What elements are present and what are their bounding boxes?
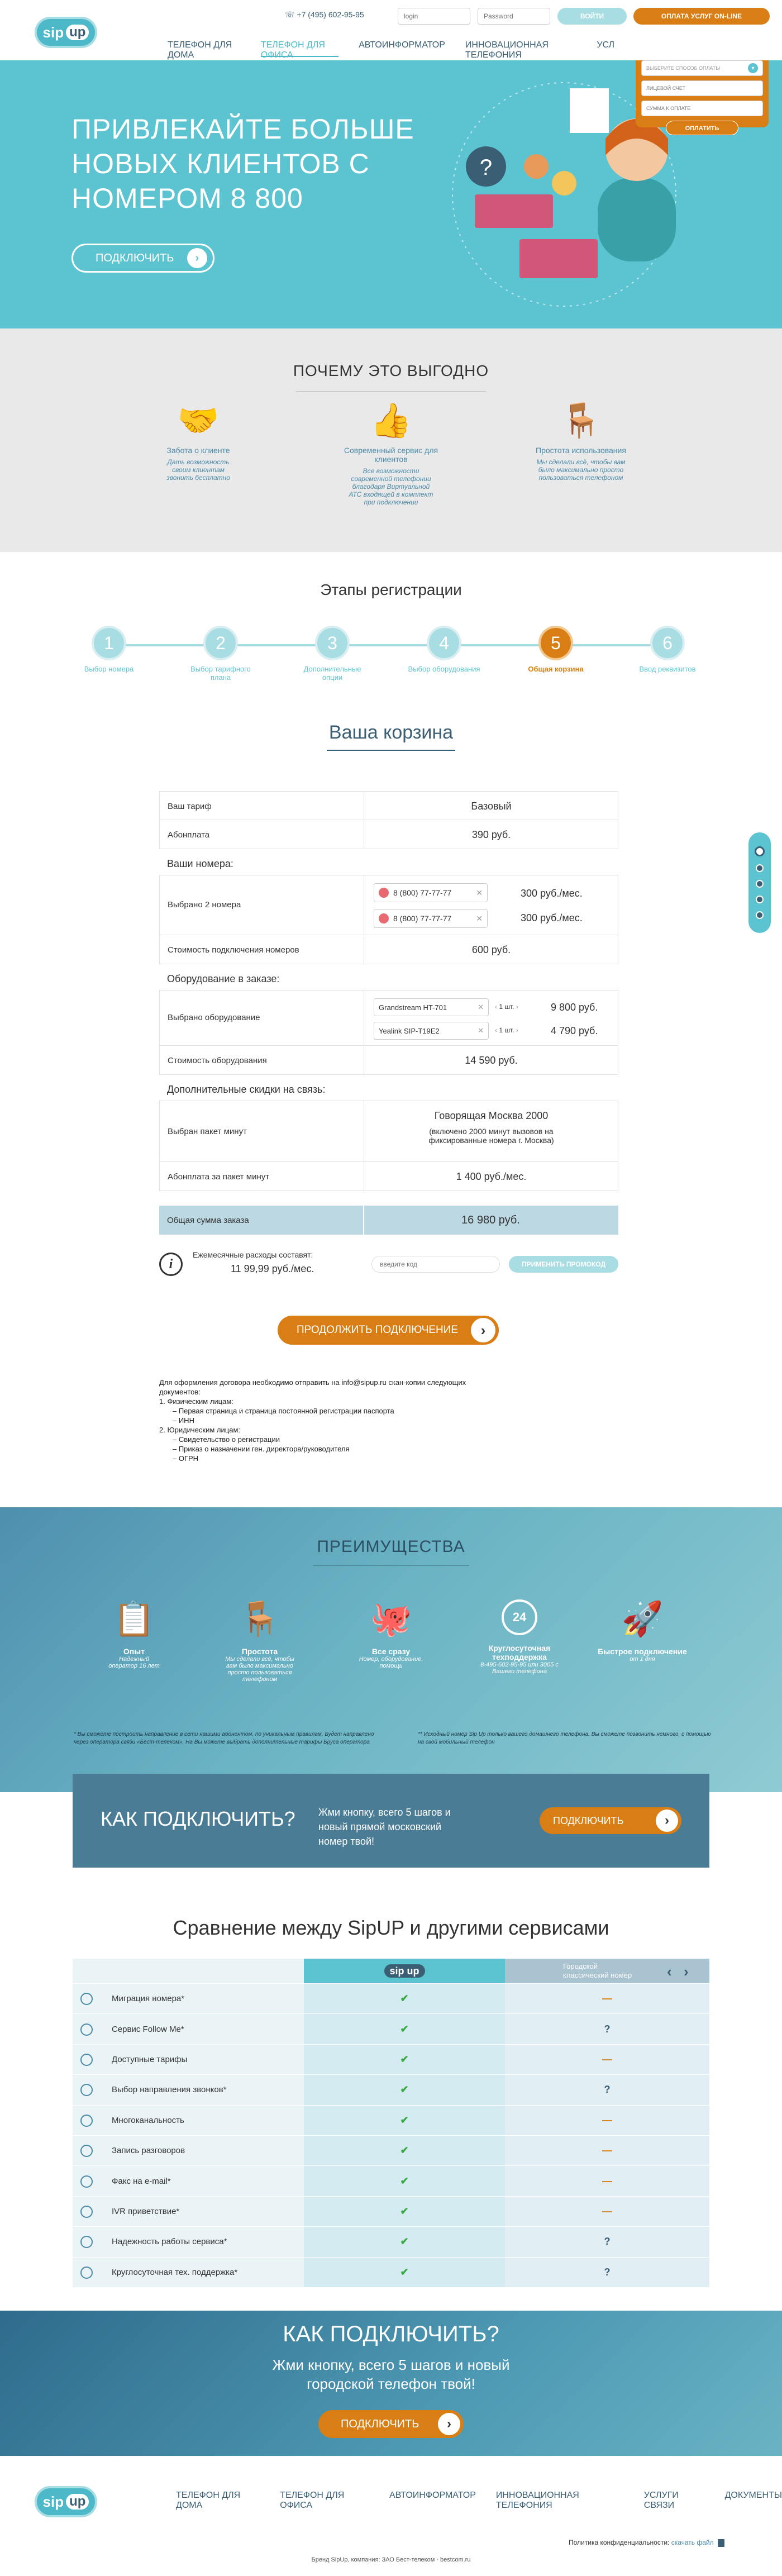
sipup-column-header: sip up (304, 1959, 505, 1983)
apply-promo-button[interactable]: ПРИМЕНИТЬ ПРОМОКОД (509, 1256, 618, 1273)
footer-nav-autoinformer[interactable]: АВТОИНФОРМАТОР (389, 2491, 476, 2500)
package-label: Выбран пакет минут (168, 1127, 247, 1136)
other-value: ? (604, 2023, 611, 2035)
scroll-dot[interactable] (755, 846, 765, 856)
arrow-right-icon: › (471, 1318, 495, 1342)
feature-label: Факс на e-mail* (112, 2176, 171, 2186)
why-section (0, 328, 782, 552)
flag-icon (379, 913, 389, 923)
monthly-label: Ежемесячные расходы составят: (193, 1250, 313, 1259)
chevron-down-icon: ▾ (748, 63, 758, 73)
step-1[interactable]: 1 Выбор номера (73, 626, 145, 673)
number-price: 300 руб./мес. (521, 912, 583, 923)
nav-item-office[interactable]: ТЕЛЕФОН ДЛЯ ОФИСА (261, 40, 338, 57)
compare-table (73, 1959, 709, 2287)
sipup-check: ✔ (400, 2084, 409, 2096)
qty-stepper[interactable]: ‹ 1 шт. › (495, 1026, 518, 1034)
advantages-note-right: ** Исходный номер Sip Up только вашего домашнего телефона. Вы сможете позвонить немного, с помощью на свой мобильный телефон (418, 1731, 711, 1745)
feature-label: Миграция номера* (112, 1994, 185, 2004)
total-label: Общая сумма заказа (167, 1216, 249, 1225)
tariff-value: Базовый (471, 801, 512, 812)
step-5-active[interactable]: 5 Общая корзина (519, 626, 592, 673)
numbers-header: Ваши номера: (167, 858, 233, 869)
total-row (159, 1206, 618, 1235)
why-title: ПОЧЕМУ ЭТО ВЫГОДНО (293, 362, 489, 379)
close-icon[interactable]: ✕ (476, 913, 483, 923)
advantages-section (0, 1507, 782, 1792)
sipup-check: ✔ (400, 2205, 409, 2217)
equipment-price: 4 790 руб. (551, 1025, 598, 1036)
compare-row (73, 2044, 709, 2074)
steps-title: Этапы регистрации (320, 581, 462, 598)
reliability-icon (80, 2236, 93, 2248)
cart-title: Ваша корзина (328, 722, 454, 743)
policy-download-link[interactable]: скачать файл (671, 2539, 714, 2546)
advantage-item: 🚀 Быстрое подключение от 1 дня (592, 1591, 693, 1663)
side-scroller (748, 832, 771, 933)
logo[interactable]: sip up (35, 17, 97, 48)
footer-nav-services[interactable]: УСЛУГИ СВЯЗИ (643, 2491, 679, 2510)
sipup-check: ✔ (400, 2236, 409, 2248)
compare-title: Сравнение между SipUP и другими сервисами (173, 1916, 609, 1939)
header (0, 0, 782, 60)
order-online-panel (636, 60, 769, 132)
compare-row (73, 2074, 709, 2104)
feature-label: Многоканальность (112, 2115, 184, 2125)
sipup-check: ✔ (400, 2266, 409, 2278)
step-6[interactable]: 6 Ввод реквизитов (631, 626, 704, 673)
migration-icon (80, 1993, 93, 2005)
monthly-value: 11 99,99 руб./мес. (231, 1263, 314, 1274)
flag-icon (379, 888, 389, 898)
sipup-check: ✔ (400, 2114, 409, 2126)
sipup-check: ✔ (400, 1993, 409, 2004)
other-value: — (602, 2053, 612, 2065)
arrow-right-icon: › (438, 2413, 460, 2435)
steps-bar (73, 626, 709, 682)
advantages-title: ПРЕИМУЩЕСТВА (317, 1537, 465, 1556)
equip-label: Выбрано оборудование (168, 1013, 260, 1022)
cta-title: КАК ПОДКЛЮЧИТЬ? (283, 2322, 499, 2346)
footer-nav (176, 2491, 782, 2511)
step-4[interactable]: 4 Выбор оборудования (408, 626, 480, 673)
support-icon (80, 2267, 93, 2279)
step-2[interactable]: 2 Выбор тарифного плана (184, 626, 257, 682)
hero-connect-button[interactable]: ПОДКЛЮЧИТЬ › (71, 244, 214, 273)
footer-nav-home[interactable]: ТЕЛЕФОН ДЛЯ ДОМА (176, 2491, 241, 2510)
octopus-icon: 🐙 (370, 1600, 412, 1637)
qty-stepper[interactable]: ‹ 1 шт. › (495, 1003, 518, 1011)
recording-icon (80, 2145, 93, 2157)
tariff-label: Ваш тариф (168, 802, 212, 811)
hero (0, 60, 782, 328)
equip-cost-label: Стоимость оборудования (168, 1056, 267, 1065)
advantage-item: 24 Круглосуточная техподдержка 8-495-602-95-95 или 3005 с Вашего телефона (469, 1591, 570, 1675)
tariff-icon (80, 2054, 93, 2066)
feature-label: Доступные тарифы (112, 2054, 188, 2064)
fee-label: Абонплата (168, 830, 210, 840)
other-column-header: Городской классический номер ‹ › (505, 1959, 709, 1983)
phone-icon: ☏ (285, 10, 297, 19)
arrow-right-icon: › (656, 1810, 678, 1832)
copyright: Бренд SipUp, компания: ЗАО Бест-телеком · bestcom.ru (311, 2556, 471, 2563)
nav-item-home[interactable]: ТЕЛЕФОН ДЛЯ ДОМА (168, 40, 232, 60)
sipup-check: ✔ (400, 2175, 409, 2187)
footer-nav-office[interactable]: ТЕЛЕФОН ДЛЯ ОФИСА (280, 2491, 345, 2510)
arrow-right-icon: › (187, 248, 207, 268)
nav-item-services[interactable]: УСЛ (597, 40, 614, 50)
other-value: — (602, 2175, 612, 2187)
order-online-button[interactable]: ОПЛАТА УСЛУГ ON-LINE (633, 8, 770, 25)
total-value: 16 980 руб. (461, 1214, 520, 1226)
why-item: 👍 Современный сервис для клиентов Все возможности современной телефонии благодаря Виртуальной АТС входящей в комплект при подключении (335, 396, 447, 506)
payment-method-select[interactable]: ВЫБЕРИТЕ СПОСОБ ОПЛАТЫ ▾ (641, 60, 763, 76)
promo-input[interactable] (371, 1256, 500, 1273)
how-connect-banner (73, 1774, 709, 1868)
fax-icon (80, 2175, 93, 2188)
compare-row (73, 2105, 709, 2135)
numbers-cost-label: Стоимость подключения номеров (168, 945, 299, 955)
account-input[interactable] (641, 80, 763, 96)
chevron-right-icon[interactable]: › (514, 1026, 518, 1034)
other-value: — (602, 1993, 612, 2004)
multichannel-icon (80, 2115, 93, 2127)
compare-row (73, 2165, 709, 2196)
route-icon (80, 2084, 93, 2096)
chevron-left-icon[interactable]: ‹ (495, 1026, 499, 1034)
why-item: 🪑 Простота использования Мы сделали всё, чтобы вам было максимально просто пользоваться телефоном (525, 396, 637, 482)
feature-label: Выбор направления звонков* (112, 2085, 227, 2095)
chevron-right-icon[interactable]: › (514, 1003, 518, 1011)
compare-row (73, 1983, 709, 2013)
scroll-dot[interactable] (756, 880, 764, 888)
feature-label: IVR приветствие* (112, 2206, 180, 2216)
feature-label: Круглосуточная тех. поддержка* (112, 2267, 238, 2277)
armchair-icon: 🪑 (239, 1600, 281, 1637)
step-3[interactable]: 3 Дополнительные опции (296, 626, 369, 682)
nav-item-innovation[interactable]: ИННОВАЦИОННАЯ ТЕЛЕФОНИЯ (465, 40, 549, 60)
file-icon (718, 2539, 724, 2547)
handshake-icon: 🤝 (177, 402, 220, 439)
other-value: ? (604, 2266, 611, 2278)
advantage-item: 🐙 Все сразу Номер, оборудование, помощь (335, 1591, 447, 1669)
amount-input[interactable] (641, 101, 763, 116)
nav-item-autoinformer[interactable]: АВТОИНФОРМАТОР (359, 40, 445, 50)
how-text: Жми кнопку, всего 5 шагов и новый прямой московский номер твой! (318, 1807, 451, 1847)
equip-header: Оборудование в заказе: (167, 973, 280, 984)
privacy-policy: Политика конфиденциальности: скачать файл (569, 2539, 724, 2547)
chevron-right-icon[interactable]: › (684, 1963, 689, 1980)
hero-title: ПРИВЛЕКАЙТЕ БОЛЬШЕ НОВЫХ КЛИЕНТОВ С НОМЕРОМ 8 800 (71, 113, 414, 214)
scroll-dot[interactable] (756, 911, 764, 919)
equipment-select[interactable]: Grandstream HT-701 ✕ (374, 998, 489, 1016)
sipup-check: ✔ (400, 2145, 409, 2156)
package-name: Говорящая Москва 2000 (434, 1110, 549, 1121)
how-title: КАК ПОДКЛЮЧИТЬ? (101, 1807, 295, 1830)
phone-number[interactable]: ☏ +7 (495) 602-95-95 (285, 10, 364, 19)
follow-me-icon (80, 2023, 93, 2036)
feature-label: Запись разговоров (112, 2146, 185, 2156)
number-price: 300 руб./мес. (521, 888, 583, 899)
package-fee-value: 1 400 руб./мес. (456, 1171, 527, 1182)
close-icon[interactable]: ✕ (478, 1026, 484, 1035)
24h-icon: 24 (502, 1599, 537, 1635)
login-input[interactable] (398, 8, 470, 25)
compare-row (73, 2196, 709, 2226)
scroll-dot[interactable] (756, 896, 764, 903)
login-button[interactable]: ВОЙТИ (557, 8, 627, 25)
ivr-icon (80, 2206, 93, 2218)
main-nav (168, 40, 614, 60)
other-value: ? (604, 2236, 611, 2248)
svg-text:?: ? (479, 155, 493, 180)
number-chip[interactable]: 8 (800) 77-77-77 ✕ (374, 883, 488, 902)
cta-text: Жми кнопку, всего 5 шагов и новый городской телефон твой! (272, 2356, 510, 2392)
feature-label: Сервис Follow Me* (112, 2024, 184, 2034)
equipment-price: 9 800 руб. (551, 1002, 598, 1013)
footer-nav-documents[interactable]: ДОКУМЕНТЫ (724, 2491, 782, 2500)
package-fee-label: Абонплата за пакет минут (168, 1172, 270, 1182)
sipup-check: ✔ (400, 2023, 409, 2035)
number-chip[interactable]: 8 (800) 77-77-77 ✕ (374, 909, 488, 928)
rocket-icon: 🚀 (621, 1600, 664, 1637)
info-icon: i (159, 1253, 183, 1276)
other-value: — (602, 2205, 612, 2217)
documents-info: Для оформления договора необходимо отправить на info@sipup.ru скан-копии следующих документов: 1. Физическим лицам: – Первая страница и страница постоянной регистрации паспорта – ИНН 2. Юридическим лицам: – Свидетельство о регистрации – Приказ о назначении ген. директора/руководителя – ОГРН (159, 1378, 466, 1463)
why-item: 🤝 Забота о клиенте Дать возможность своим клиентам звонить бесплатно (142, 396, 254, 482)
equip-cost-value: 14 590 руб. (465, 1055, 518, 1066)
compare-row (73, 2135, 709, 2165)
advantages-note-left: * Вы сможете построить направление в сети нашими абонентом, по уникальным правилам. Будет направлено через оператора связи «Бест-телеком». На Вы можете выбрать дополнительные тарифы Бруса оператора (74, 1731, 374, 1745)
other-value: — (602, 2145, 612, 2156)
chevron-left-icon[interactable]: ‹ (495, 1003, 499, 1011)
footer-logo[interactable]: sip up (35, 2486, 97, 2517)
compare-row (73, 2013, 709, 2044)
compare-row (73, 2257, 709, 2287)
continue-button[interactable]: ПРОДОЛЖИТЬ ПОДКЛЮЧЕНИЕ › (278, 1316, 499, 1345)
advantage-item: 🪑 Простота Мы сделали всё, чтобы вам было максимально просто пользоваться телефоном (215, 1591, 304, 1683)
other-value: ? (604, 2084, 611, 2096)
advantage-item: 📋 Опыт Надежный оператор 16 лет (89, 1591, 179, 1669)
close-icon[interactable]: ✕ (478, 1003, 484, 1011)
experience-icon: 📋 (113, 1600, 155, 1637)
armchair-icon: 🪑 (560, 402, 602, 439)
feature-label: Надежность работы сервиса* (112, 2237, 227, 2247)
discount-header: Дополнительные скидки на связь: (167, 1084, 326, 1095)
equipment-select[interactable]: Yealink SIP-T19E2 ✕ (374, 1022, 489, 1040)
cta-section (0, 2311, 782, 2456)
fee-value: 390 руб. (471, 829, 511, 840)
sipup-check: ✔ (400, 2053, 409, 2065)
how-connect-button[interactable]: ПОДКЛЮЧИТЬ › (540, 1807, 681, 1834)
footer (0, 2456, 782, 2576)
compare-row (73, 2226, 709, 2256)
cta-connect-button[interactable]: ПОДКЛЮЧИТЬ › (318, 2410, 464, 2438)
scroll-dot[interactable] (756, 864, 764, 872)
password-input[interactable] (478, 8, 550, 25)
numbers-label: Выбрано 2 номера (168, 900, 241, 910)
package-desc: (включено 2000 минут вызовов на фиксированные номера г. Москва) (428, 1127, 554, 1145)
footer-nav-innovation[interactable]: ИННОВАЦИОННАЯ ТЕЛЕФОНИЯ (495, 2491, 579, 2510)
pay-submit-button[interactable]: ОПЛАТИТЬ (666, 121, 738, 135)
thumbs-up-icon: 👍 (370, 402, 412, 439)
chevron-left-icon[interactable]: ‹ (667, 1963, 672, 1980)
other-value: — (602, 2114, 612, 2126)
close-icon[interactable]: ✕ (476, 888, 483, 897)
numbers-cost-value: 600 руб. (471, 944, 511, 955)
